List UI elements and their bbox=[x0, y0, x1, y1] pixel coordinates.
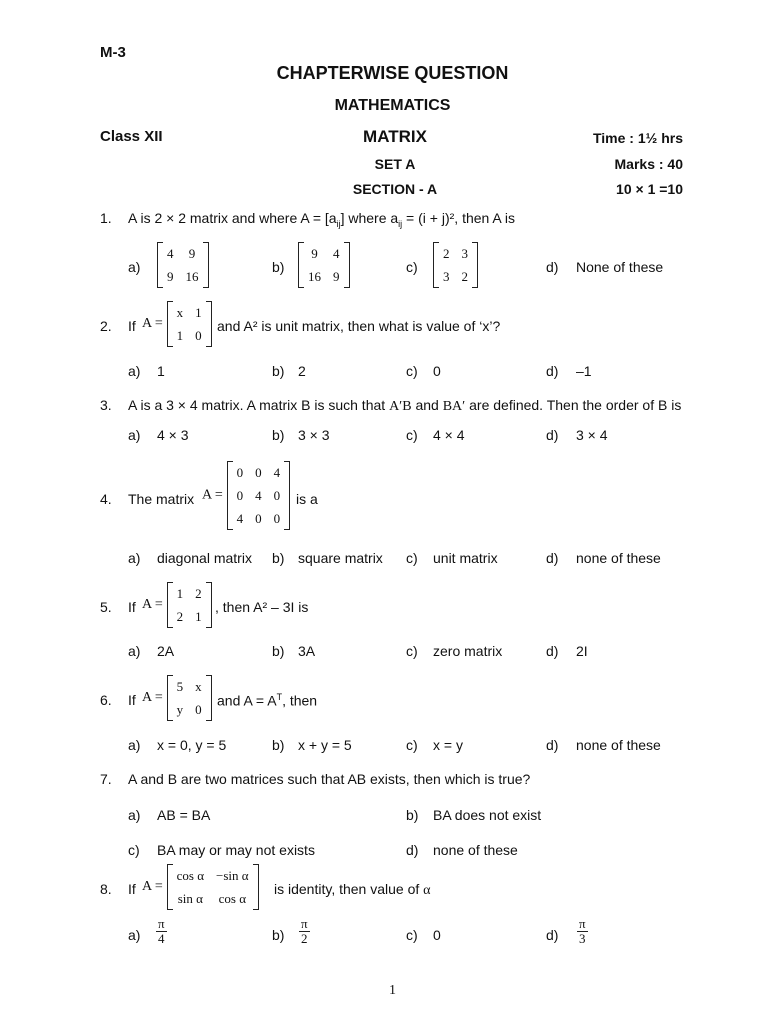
q2-option-c-label: c) bbox=[406, 363, 418, 379]
q4-option-d-label: d) bbox=[546, 550, 559, 566]
q8-option-b-fraction: $\frac{\pi}{2}$ bbox=[301, 916, 308, 946]
q4-option-c-text: unit matrix bbox=[433, 550, 498, 566]
q8-option-d-fraction: $\frac{\pi}{3}$ bbox=[579, 916, 586, 946]
time-label: Time : 1½ hrs bbox=[592, 130, 683, 146]
q5-matrix: A = 1 2 2 1 bbox=[142, 582, 212, 628]
q8-option-c-text: 0 bbox=[433, 927, 441, 943]
q7-option-a-label: a) bbox=[128, 807, 141, 823]
q2-number: 2. bbox=[100, 318, 112, 334]
section-label: SECTION - A bbox=[352, 181, 438, 197]
q6-option-b-text: x + y = 5 bbox=[298, 737, 352, 753]
q1-number: 1. bbox=[100, 210, 112, 226]
q2-option-d-text: –1 bbox=[576, 363, 592, 379]
q6-option-d-label: d) bbox=[546, 737, 559, 753]
q1-option-c-label: c) bbox=[406, 259, 418, 275]
q6-if: If bbox=[128, 692, 136, 708]
q2-option-b-label: b) bbox=[272, 363, 285, 379]
q8-option-a-fraction: $\frac{\pi}{4}$ bbox=[158, 916, 165, 946]
q8-text: is identity, then value of α bbox=[274, 881, 431, 898]
q7-option-d-label: d) bbox=[406, 842, 419, 858]
q7-option-d-text: none of these bbox=[433, 842, 518, 858]
q2-option-d-label: d) bbox=[546, 363, 559, 379]
q5-option-b-label: b) bbox=[272, 643, 285, 659]
q8-option-a-label: a) bbox=[128, 927, 141, 943]
q4-option-a-text: diagonal matrix bbox=[157, 550, 252, 566]
q5-option-c-text: zero matrix bbox=[433, 643, 503, 659]
q2-option-c-text: 0 bbox=[433, 363, 441, 379]
q5-option-b-text: 3A bbox=[298, 643, 316, 659]
q3-option-b-label: b) bbox=[272, 427, 285, 443]
q3-option-d-label: d) bbox=[546, 427, 559, 443]
q3-option-c-text: 4 × 4 bbox=[433, 427, 465, 443]
q2-matrix: A = x 1 1 0 bbox=[142, 301, 212, 347]
q5-option-c-label: c) bbox=[406, 643, 418, 659]
q1-option-d-text: None of these bbox=[576, 259, 664, 275]
q1-text: A is 2 × 2 matrix and where $A = [a_{ij}]$ where $a_{ij} = (i + j)^2$, then A is bbox=[128, 210, 515, 229]
q6-matrix: A = 5 x y 0 bbox=[142, 675, 212, 721]
q1-option-a-matrix: 4 9 9 16 bbox=[157, 242, 209, 288]
q3-option-d-text: 3 × 4 bbox=[576, 427, 608, 443]
q6-option-d-text: none of these bbox=[576, 737, 661, 753]
doc-code: M-3 bbox=[100, 44, 126, 61]
marks-label: Marks : 40 bbox=[614, 156, 683, 172]
q1-option-d-label: d) bbox=[546, 259, 559, 275]
q6-option-c-text: x = y bbox=[433, 737, 463, 753]
q7-option-b-label: b) bbox=[406, 807, 419, 823]
page-number: 1 bbox=[389, 983, 396, 998]
q8-option-d-label: d) bbox=[546, 927, 559, 943]
q4-option-d-text: none of these bbox=[576, 550, 661, 566]
q7-option-c-text: BA may or may not exists bbox=[157, 842, 315, 858]
q1-option-b-matrix: 9 4 16 9 bbox=[298, 242, 350, 288]
q7-number: 7. bbox=[100, 771, 112, 787]
q6-option-a-label: a) bbox=[128, 737, 141, 753]
q2-if: If bbox=[128, 318, 136, 334]
q5-if: If bbox=[128, 599, 136, 615]
q8-option-c-label: c) bbox=[406, 927, 418, 943]
q1-option-c-matrix: 2 3 3 2 bbox=[433, 242, 478, 288]
q4-option-c-label: c) bbox=[406, 550, 418, 566]
q3-option-b-text: 3 × 3 bbox=[298, 427, 330, 443]
q6-option-c-label: c) bbox=[406, 737, 418, 753]
q3-option-a-text: 4 × 3 bbox=[157, 427, 189, 443]
q6-option-b-label: b) bbox=[272, 737, 285, 753]
q8-matrix: A = cos α −sin α sin α cos α bbox=[142, 864, 259, 910]
q4-matrix: A = 0 0 4 0 4 0 4 0 0 bbox=[202, 461, 290, 530]
q2-option-b-text: 2 bbox=[298, 363, 306, 379]
q4-number: 4. bbox=[100, 491, 112, 507]
doc-subject: MATHEMATICS bbox=[334, 97, 451, 114]
q5-option-d-text: 2I bbox=[576, 643, 588, 659]
q4-option-b-label: b) bbox=[272, 550, 285, 566]
q8-if: If bbox=[128, 881, 136, 897]
q4-option-b-text: square matrix bbox=[298, 550, 383, 566]
q7-option-a-text: AB = BA bbox=[157, 807, 211, 823]
q4-text-end: is a bbox=[296, 491, 318, 507]
q5-number: 5. bbox=[100, 599, 112, 615]
q2-option-a-label: a) bbox=[128, 363, 141, 379]
set-label: SET A bbox=[374, 156, 416, 172]
q1-option-b-label: b) bbox=[272, 259, 285, 275]
chapter-title: MATRIX bbox=[363, 127, 427, 146]
q4-text-start: The matrix bbox=[128, 491, 195, 507]
q5-option-a-label: a) bbox=[128, 643, 141, 659]
q7-text: A and B are two matrices such that AB exists, then which is true? bbox=[128, 771, 531, 787]
class-label: Class XII bbox=[100, 128, 163, 145]
q1-option-a-label: a) bbox=[128, 259, 141, 275]
q3-option-a-label: a) bbox=[128, 427, 141, 443]
q8-option-b-label: b) bbox=[272, 927, 285, 943]
q8-number: 8. bbox=[100, 881, 112, 897]
section-marks: 10 × 1 =10 bbox=[616, 181, 683, 197]
q6-text: and $A = A^T$, then bbox=[217, 692, 318, 709]
q2-option-a-text: 1 bbox=[157, 363, 165, 379]
q6-number: 6. bbox=[100, 692, 112, 708]
q7-option-b-text: BA does not exist bbox=[433, 807, 542, 823]
q6-option-a-text: x = 0, y = 5 bbox=[157, 737, 227, 753]
doc-title: CHAPTERWISE QUESTION bbox=[276, 63, 509, 83]
q7-option-c-label: c) bbox=[128, 842, 140, 858]
q4-option-a-label: a) bbox=[128, 550, 141, 566]
q5-option-a-text: 2A bbox=[157, 643, 175, 659]
q3-number: 3. bbox=[100, 397, 112, 413]
q3-text: A is a 3 × 4 matrix. A matrix B is such that A′B and BA′ are defined. Then the order of B is bbox=[128, 397, 682, 414]
q5-option-d-label: d) bbox=[546, 643, 559, 659]
q2-text: and A² is unit matrix, then what is value of ‘x’? bbox=[217, 318, 501, 334]
q5-text: , then A² – 3I is bbox=[215, 599, 309, 615]
q3-option-c-label: c) bbox=[406, 427, 418, 443]
